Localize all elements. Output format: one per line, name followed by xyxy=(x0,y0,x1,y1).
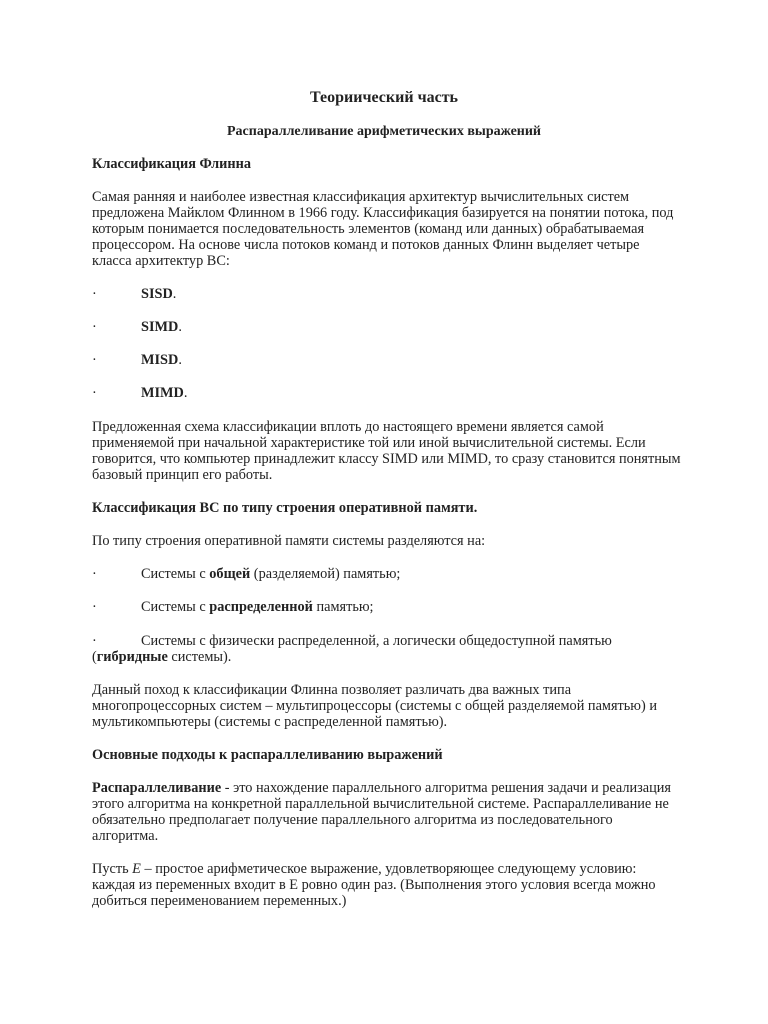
class-suffix: . xyxy=(178,319,182,335)
item-text: Системы с физически распределенной, а логически общедоступной памятью ( xyxy=(92,633,612,665)
item-bold: распределенной xyxy=(209,599,313,615)
expression-text: – простое арифметическое выражение, удовлетворяющее следующему условию: каждая из переменных входит в E ровно один раз. (Выполнения этого условия всегда можно добиться переименованием переменных.) xyxy=(92,861,656,909)
item-bold: гибридные xyxy=(96,649,168,665)
bullet-marker: · xyxy=(92,385,97,401)
definition-text: - это нахождение параллельного алгоритма решения задачи и реализация этого алгоритма на конкретной параллельной вычислительной системе. Распараллеливание не обязательно предполагает получение параллельного алгоритма из последовательного алгоритма. xyxy=(92,780,672,844)
expression-prefix: Пусть xyxy=(92,861,133,877)
class-name: MISD xyxy=(141,352,179,368)
list-item-misd xyxy=(92,352,682,368)
bullet-marker: · xyxy=(92,633,97,649)
bullet-marker: · xyxy=(92,599,97,615)
item-text: Системы с xyxy=(141,566,210,582)
paragraph-memory-intro: По типу строения оперативной памяти системы разделяются на: xyxy=(92,533,486,549)
list-item-mimd xyxy=(92,385,682,401)
bullet-marker: · xyxy=(92,319,97,335)
section-heading-flynn: Классификация Флинна xyxy=(92,156,251,172)
list-item-distributed-memory xyxy=(92,599,682,615)
expression-variable: E xyxy=(132,861,141,877)
item-bold: общей xyxy=(209,566,251,582)
item-text: (разделяемой) памятью; xyxy=(250,566,401,582)
section-heading-approaches: Основные подходы к распараллеливанию выражений xyxy=(92,747,443,763)
paragraph-flynn-intro: Самая ранняя и наиболее известная классификация архитектур вычислительных систем предложена Майклом Флинном в 1966 году. Классификация базируется на понятии потока, под которым понимается последовательность элементов (команд или данных) обрабатываемая процессором. На основе числа потоков команд и потоков данных Флинн выделяет четыре класса архитектур ВС: xyxy=(92,189,674,269)
document-subtitle: Распараллеливание арифметических выражений xyxy=(226,124,541,139)
section-heading-memory: Классификация ВС по типу строения оперативной памяти. xyxy=(92,500,478,516)
list-item-hybrid-memory xyxy=(92,633,682,665)
list-item-shared-memory xyxy=(92,566,682,582)
bullet-marker: · xyxy=(92,566,97,582)
paragraph-memory-summary: Данный поход к классификации Флинна позволяет различать два важных типа многопроцессорных систем – мультипроцессоры (системы с общей разделяемой памятью) и мультикомпьютеры (системы с распределенной памятью). xyxy=(92,682,657,730)
item-text: системы). xyxy=(167,649,232,665)
item-text: памятью; xyxy=(312,599,374,615)
definition-term: Распараллеливание xyxy=(92,780,222,796)
paragraph-flynn-summary: Предложенная схема классификации вплоть до настоящего времени является самой применяемой при начальной характеристике той или иной вычислительной системы. Если говорится, что компьютер принадлежит классу SIMD или MIMD, то сразу становится понятным базовый принцип его работы. xyxy=(92,419,681,483)
paragraph-expression xyxy=(92,861,682,909)
document-title: Теориический часть xyxy=(309,89,459,106)
list-item-sisd xyxy=(92,286,682,302)
class-suffix: . xyxy=(178,352,182,368)
class-name: SIMD xyxy=(141,319,179,335)
paragraph-definition xyxy=(92,780,682,844)
item-text: Системы с xyxy=(141,599,210,615)
bullet-marker: · xyxy=(92,286,97,302)
bullet-marker: · xyxy=(92,352,97,368)
class-suffix: . xyxy=(172,286,177,302)
list-item-simd xyxy=(92,319,682,335)
class-name: SISD xyxy=(141,286,173,302)
class-suffix: . xyxy=(183,385,188,401)
class-name: MIMD xyxy=(141,385,184,401)
